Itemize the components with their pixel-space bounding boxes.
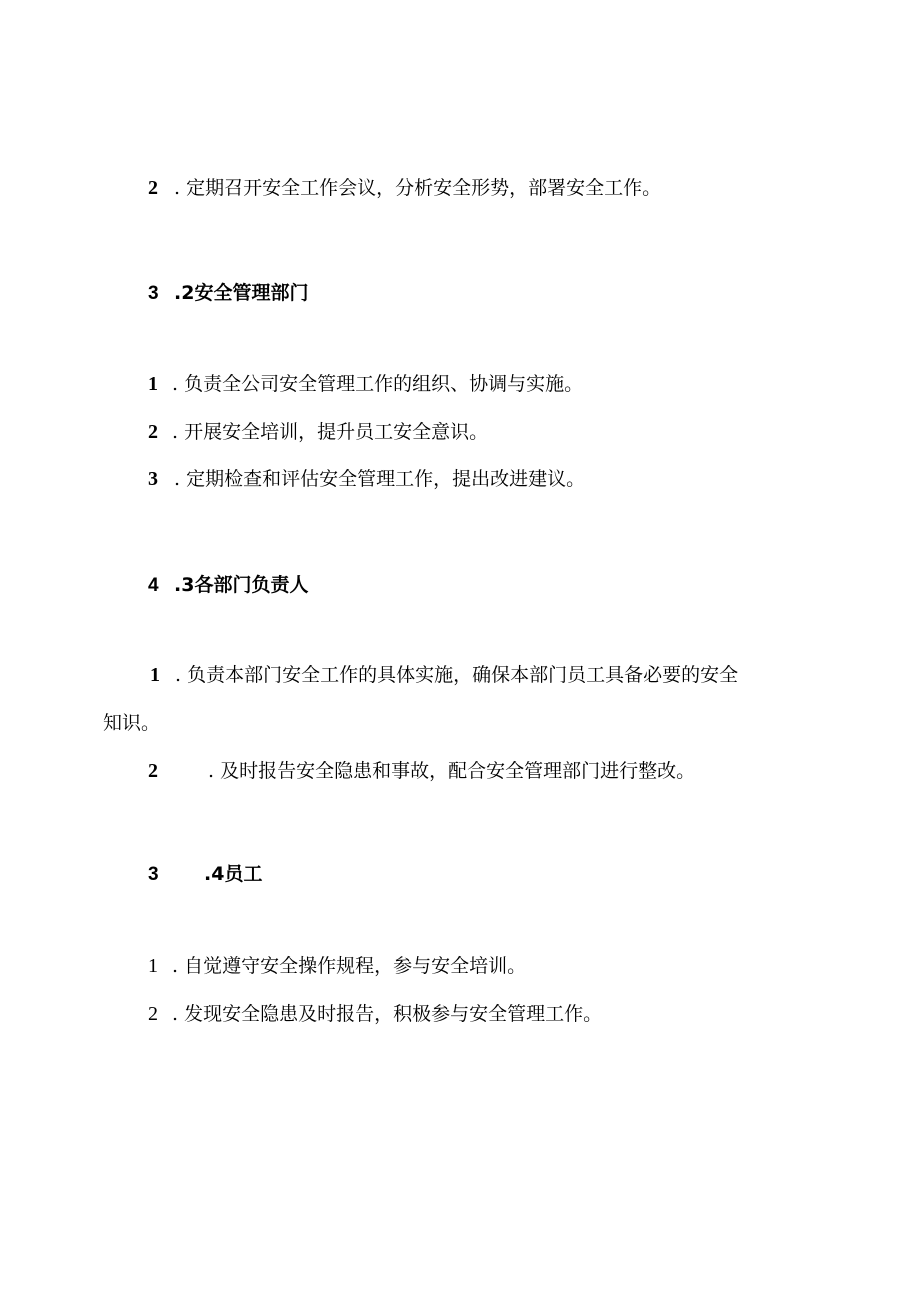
heading-number: 4 xyxy=(148,575,159,596)
heading-text: .4员工 xyxy=(204,863,263,885)
item-text: . 定期检查和评估安全管理工作，提出改进建议。 xyxy=(174,468,586,490)
item-text: . 负责全公司安全管理工作的组织、协调与实施。 xyxy=(172,373,584,395)
list-item xyxy=(148,420,488,444)
list-item xyxy=(150,663,738,687)
item-text: . 开展安全培训，提升员工安全意识。 xyxy=(172,421,489,443)
item-number: 1 xyxy=(148,373,158,395)
item-text-continuation: 知识。 xyxy=(103,712,161,734)
item-number: 2 xyxy=(148,1003,158,1025)
list-item-continuation xyxy=(103,711,160,735)
item-number: 2 xyxy=(148,760,158,782)
item-number: 2 xyxy=(148,421,158,443)
item-text: . 定期召开安全工作会议，分析安全形势，部署安全工作。 xyxy=(174,177,662,199)
list-item xyxy=(148,954,526,978)
list-item xyxy=(148,467,585,491)
list-item xyxy=(148,759,695,783)
list-item xyxy=(148,1002,602,1026)
heading-text: .3各部门负责人 xyxy=(174,574,309,596)
list-item xyxy=(148,176,661,200)
item-number: 1 xyxy=(150,664,160,686)
section-heading xyxy=(148,573,308,598)
heading-number: 3 xyxy=(148,283,159,304)
item-text: . 发现安全隐患及时报告，积极参与安全管理工作。 xyxy=(172,1003,603,1025)
list-item xyxy=(148,372,583,396)
item-text: . 及时报告安全隐患和事故，配合安全管理部门进行整改。 xyxy=(208,760,696,782)
item-number: 1 xyxy=(148,955,158,977)
item-number: 3 xyxy=(148,468,158,490)
section-heading xyxy=(148,281,308,306)
section-heading xyxy=(148,862,262,887)
item-text: . 负责本部门安全工作的具体实施，确保本部门员工具备必要的安全 xyxy=(175,664,739,686)
item-number: 2 xyxy=(148,177,158,199)
heading-text: .2安全管理部门 xyxy=(174,282,309,304)
heading-number: 3 xyxy=(148,864,159,885)
item-text: . 自觉遵守安全操作规程，参与安全培训。 xyxy=(172,955,527,977)
